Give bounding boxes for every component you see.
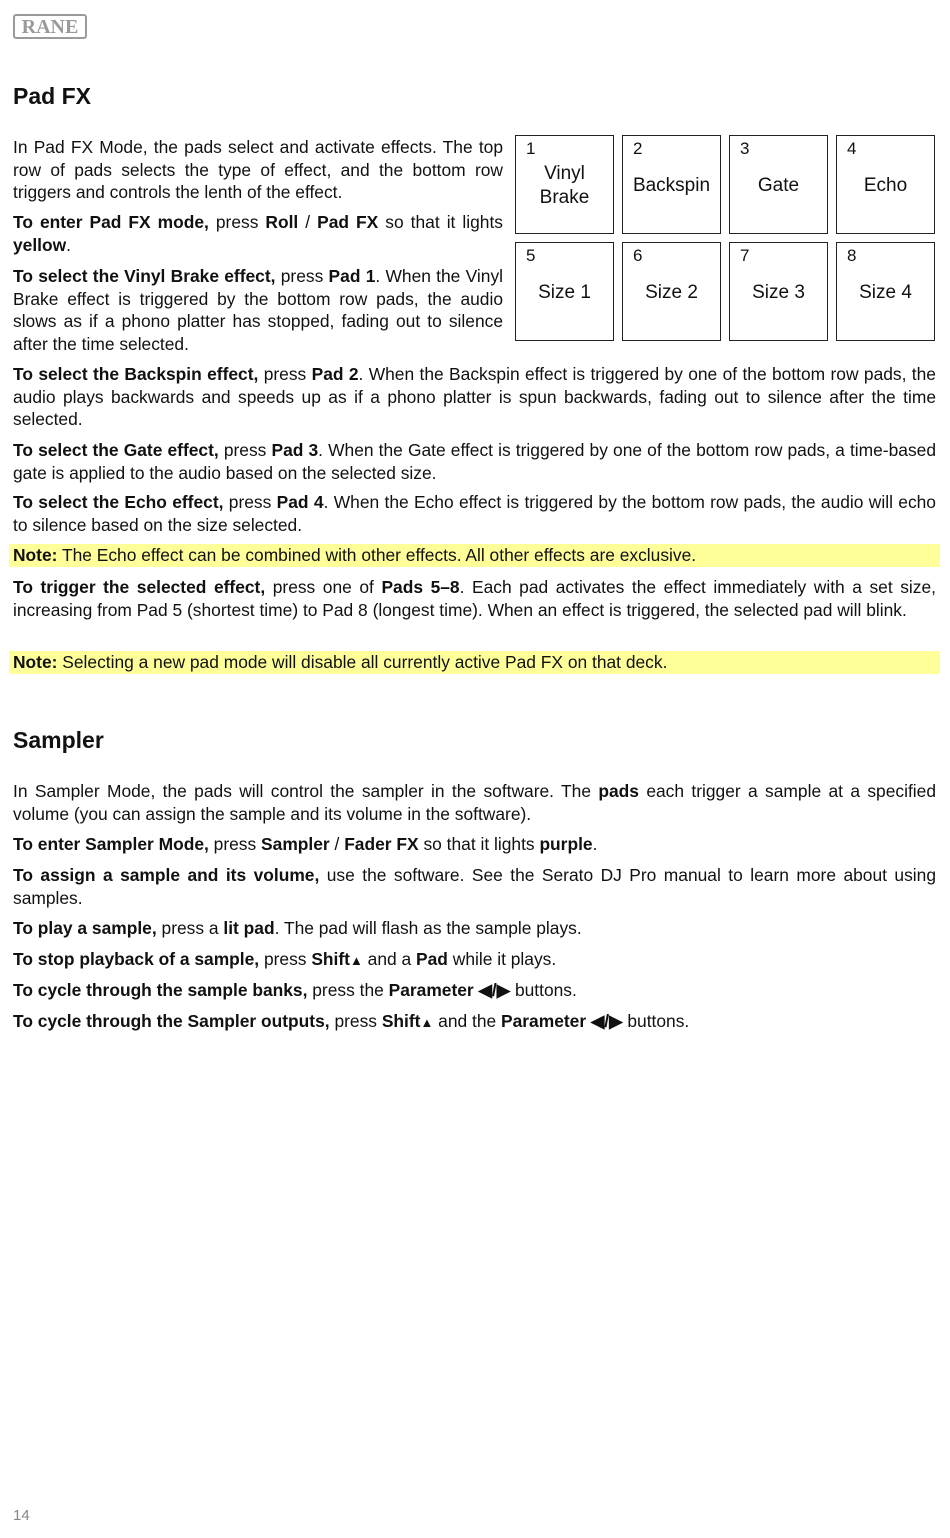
- note-echo: Note: The Echo effect can be combined with other effects. All other effects are exclusive.: [9, 544, 940, 567]
- pad-1: [515, 135, 614, 234]
- pad-label: Echo: [863, 174, 908, 196]
- pad-3: [729, 135, 828, 234]
- sampler-outputs: To cycle through the Sampler outputs, press Shift▲ and the Parameter ◀/▶ buttons.: [13, 1011, 690, 1031]
- sampler-banks: To cycle through the sample banks, press the Parameter ◀/▶ buttons.: [13, 980, 577, 1000]
- pad-number: 4: [847, 139, 857, 158]
- pad-label: Size 1: [538, 281, 591, 303]
- padfx-vinyl: To select the Vinyl Brake effect, press Pad 1. When the Vinyl Brake effect is triggered by the bottom row pads, the audio slows as if a phono platter has stopped, fading out to silence after the time selected.: [13, 266, 503, 354]
- shift-arrow-icon: ▲: [420, 1015, 434, 1030]
- sampler-play: To play a sample, press a lit pad. The pad will flash as the sample plays.: [13, 918, 582, 938]
- pad-label: Size 3: [752, 281, 805, 303]
- pad-7: [729, 242, 828, 341]
- pad-label: Backspin: [632, 174, 711, 196]
- pad-6: [622, 242, 721, 341]
- pad-label: Size 2: [645, 281, 698, 303]
- padfx-backspin: To select the Backspin effect, press Pad 2. When the Backspin effect is triggered by one of the bottom row pads, the audio plays backwards and speeds up as if a phono platter is spun backwards, fading out to silence after the time selected.: [13, 364, 936, 429]
- padfx-enter: To enter Pad FX mode, press Roll / Pad FX so that it lights yellow.: [13, 212, 503, 255]
- padfx-echo: To select the Echo effect, press Pad 4. When the Echo effect is triggered by the bottom row pads, the audio will echo to silence based on the size selected.: [13, 492, 936, 535]
- sampler-intro: In Sampler Mode, the pads will control the sampler in the software. The pads each trigger a sample at a specified volume (you can assign the sample and its volume in the software).: [13, 781, 936, 824]
- pad-label: Vinyl Brake: [539, 162, 590, 208]
- sampler-stop: To stop playback of a sample, press Shift▲ and a Pad while it plays.: [13, 949, 557, 969]
- pad-number: 3: [740, 139, 750, 158]
- pad-4: [836, 135, 935, 234]
- pad-label: Gate: [757, 174, 800, 196]
- sampler-enter: To enter Sampler Mode, press Sampler / Fader FX so that it lights purple.: [13, 834, 598, 854]
- pad-number: 1: [526, 139, 536, 158]
- padfx-heading: Pad FX: [13, 83, 91, 109]
- page-number: 14: [13, 1507, 30, 1524]
- shift-arrow-icon: ▲: [349, 953, 363, 968]
- pad-2: [622, 135, 721, 234]
- pad-8: [836, 242, 935, 341]
- pad-number: 7: [740, 246, 750, 265]
- padfx-gate: To select the Gate effect, press Pad 3. When the Gate effect is triggered by one of the bottom row pads, a time-based gate is applied to the audio based on the selected size.: [13, 440, 936, 483]
- pad-5: [515, 242, 614, 341]
- pad-number: 5: [526, 246, 536, 265]
- pad-label: Size 4: [859, 281, 912, 303]
- padfx-intro: In Pad FX Mode, the pads select and activate effects. The top row of pads selects the type of effect, and the bottom row triggers and controls the lenth of the effect.: [13, 137, 503, 202]
- pad-number: 2: [633, 139, 643, 158]
- sampler-assign: To assign a sample and its volume, use the software. See the Serato DJ Pro manual to learn more about using samples.: [13, 865, 936, 908]
- pad-number: 8: [847, 246, 857, 265]
- logo-text: RANE: [21, 15, 79, 38]
- sampler-heading: Sampler: [13, 727, 104, 753]
- note-pad-mode: Note: Selecting a new pad mode will disable all currently active Pad FX on that deck.: [9, 651, 940, 674]
- pad-grid: [515, 135, 935, 341]
- padfx-trigger: To trigger the selected effect, press one of Pads 5–8. Each pad activates the effect immediately with a set size, increasing from Pad 5 (shortest time) to Pad 8 (longest time). When an effect is triggered, the selected pad will blink.: [13, 577, 936, 620]
- rane-logo: [13, 14, 87, 39]
- pad-number: 6: [633, 246, 643, 265]
